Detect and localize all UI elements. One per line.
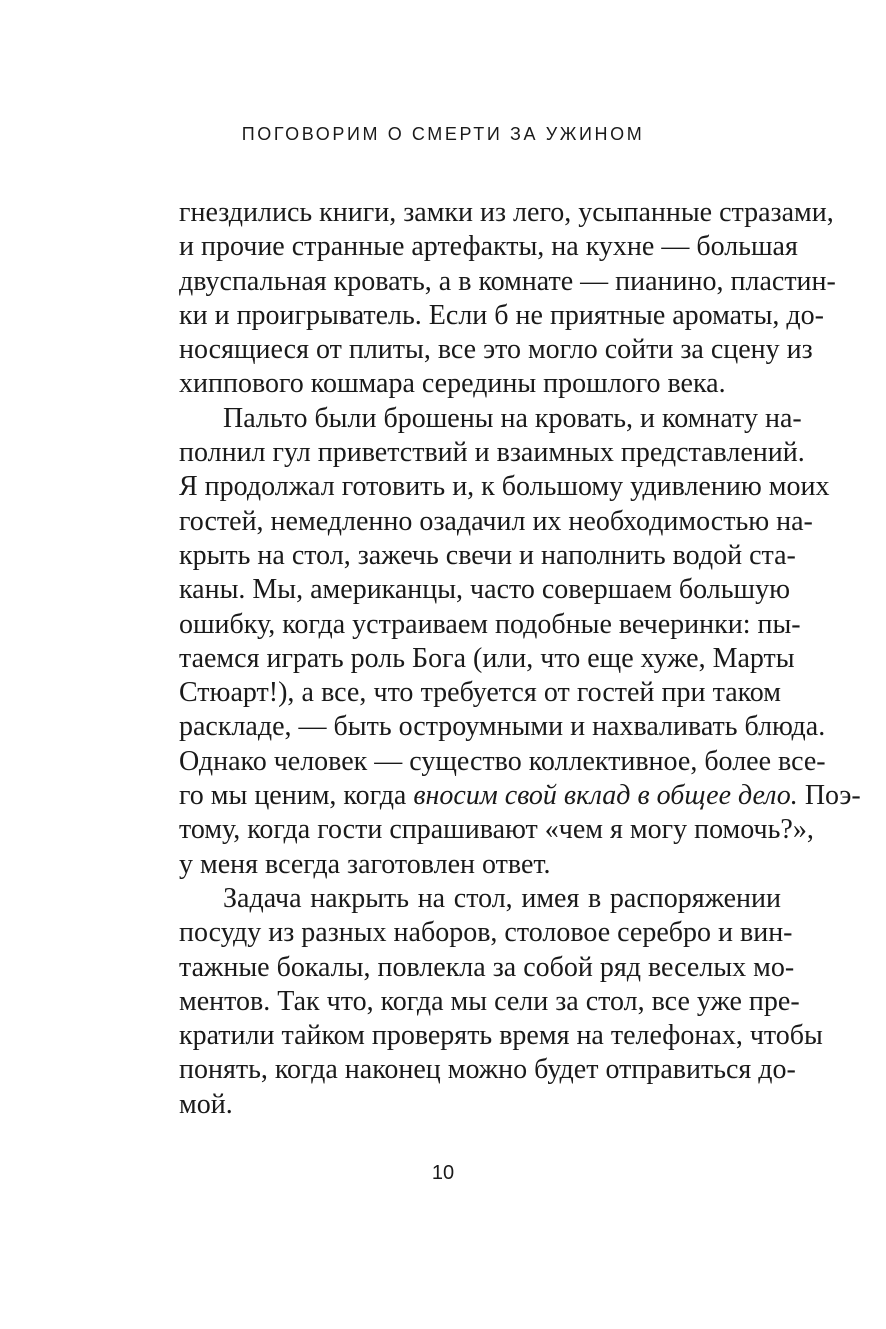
- text-line: Я продолжал готовить и, к большому удивлению моих: [179, 471, 830, 503]
- text-line: понять, когда наконец можно будет отправиться до-: [179, 1054, 796, 1086]
- text-line: таемся играть роль Бога (или, что еще хуже, Марты: [179, 642, 795, 674]
- text-line: Однако человек — существо коллективное, более все-: [179, 745, 826, 777]
- text-line: Задача накрыть на стол, имея в распоряжении: [223, 882, 781, 914]
- text-line: мой.: [179, 1088, 233, 1120]
- text-line: гостей, немедленно озадачил их необходимостью на-: [179, 505, 813, 537]
- text-line: Стюарт!), а все, что требуется от гостей при таком: [179, 677, 781, 709]
- text-run: го мы ценим, когда: [179, 780, 414, 812]
- text-line: тажные бокалы, повлекла за собой ряд веселых мо-: [179, 951, 795, 983]
- text-line: ментов. Так что, когда мы сели за стол, все уже пре-: [179, 985, 800, 1017]
- italic-emphasis: вносим свой вклад в общее дело.: [413, 780, 798, 812]
- text-line: кратили тайком проверять время на телефонах, чтобы: [179, 1020, 823, 1052]
- text-line: двуспальная кровать, а в комнате — пианино, пластин-: [179, 265, 836, 297]
- text-line: посуду из разных наборов, столовое серебро и вин-: [179, 917, 793, 949]
- body-text: [179, 196, 861, 1122]
- text-line: [179, 779, 861, 813]
- page-number: 10: [431, 1162, 455, 1184]
- text-line: полнил гул приветствий и взаимных представлений.: [179, 437, 805, 469]
- text-line: каны. Мы, американцы, часто совершаем большую: [179, 574, 791, 606]
- text-line: носящиеся от плиты, все это могло сойти за сцену из: [179, 334, 813, 366]
- text-line: крыть на стол, зажечь свечи и наполнить водой ста-: [179, 539, 796, 571]
- text-line: у меня всегда заготовлен ответ.: [179, 848, 551, 880]
- text-line: раскладе, — быть остроумными и нахваливать блюда.: [179, 711, 826, 743]
- text-line: гнездились книги, замки из лего, усыпанные стразами,: [179, 197, 834, 228]
- text-line: и прочие странные артефакты, на кухне — большая: [179, 231, 798, 263]
- text-line: хиппового кошмара середины прошлого века.: [179, 368, 726, 400]
- text-line: тому, когда гости спрашивают «чем я могу помочь?»,: [179, 814, 814, 846]
- text-line: ошибку, когда устраиваем подобные вечеринки: пы-: [179, 608, 801, 640]
- text-line: Пальто были брошены на кровать, и комнату на-: [223, 402, 802, 434]
- running-header: ПОГОВОРИМ О СМЕРТИ ЗА УЖИНОМ: [241, 124, 645, 144]
- text-line: ки и проигрыватель. Если б не приятные ароматы, до-: [179, 299, 824, 331]
- text-run: Поэ-: [797, 780, 861, 812]
